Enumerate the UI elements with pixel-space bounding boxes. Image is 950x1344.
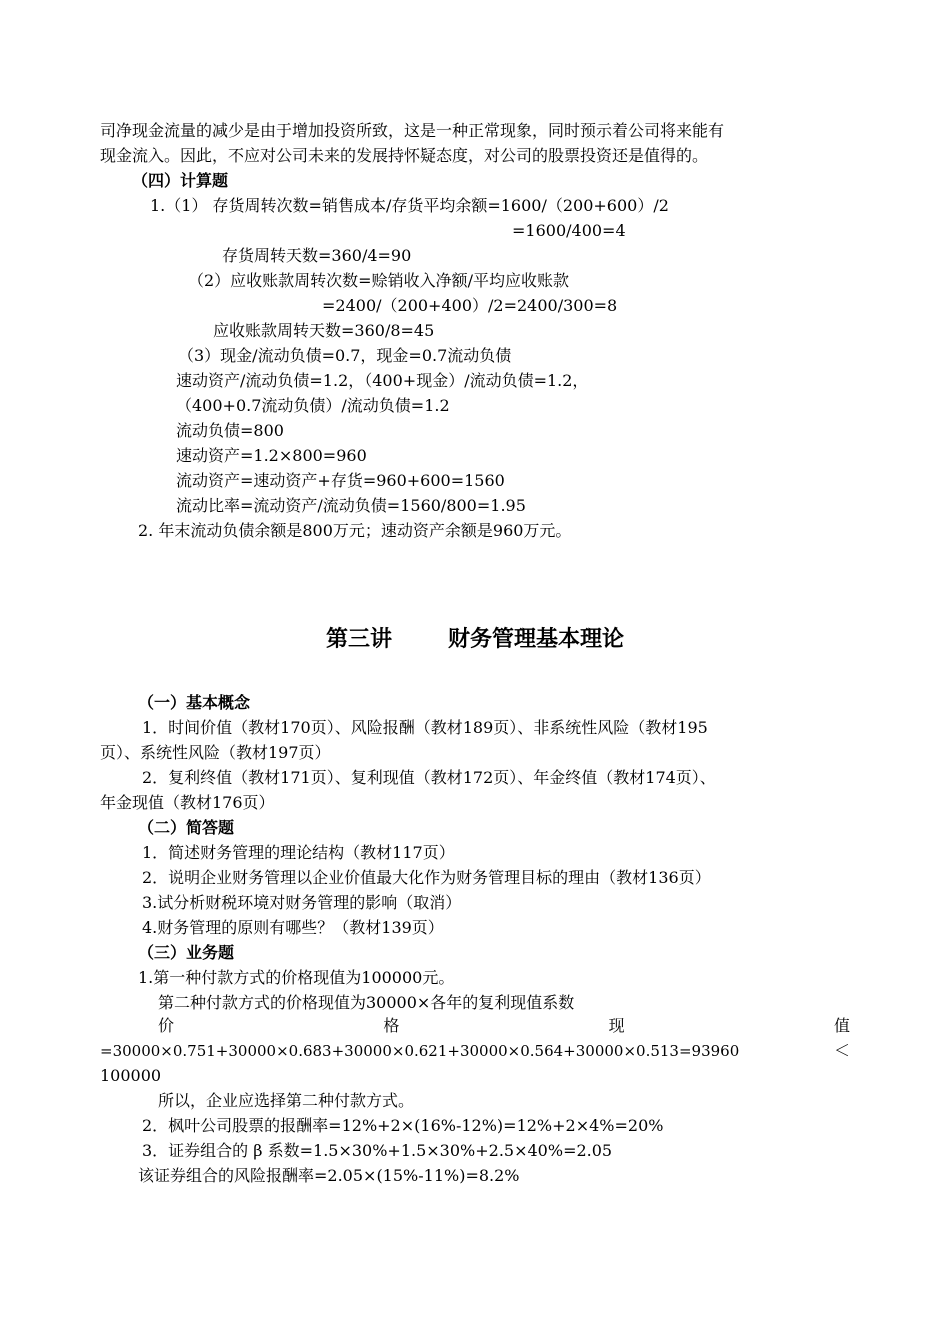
paragraph-line: 现金流入。因此，不应对公司未来的发展持怀疑态度，对公司的股票投资还是值得的。 [100,146,709,165]
short-answer-line: 2．说明企业财务管理以企业价值最大化作为财务管理目标的理由（教材136页） [142,868,711,887]
calc-line: =2400/（200+400）/2=2400/300=8 [322,296,618,315]
section-heading-calc: （四）计算题 [132,171,229,190]
business-line: 第二种付款方式的价格现值为30000×各年的复利现值系数 [158,993,575,1012]
calc-line: 2. 年末流动负债余额是800万元；速动资产余额是960万元。 [138,521,572,540]
calc-line: 存货周转天数=360/4=90 [222,246,412,265]
spread-line [158,1015,850,1037]
less-than-sign: ＜ [833,1041,850,1060]
spread-word: 值 [833,1016,850,1035]
short-answer-line: 4.财务管理的原则有哪些？（教材139页） [142,918,444,937]
calc-line: 流动比率=流动资产/流动负债=1560/800=1.95 [176,496,526,515]
business-line: 1.第一种付款方式的价格现值为100000元。 [138,968,455,987]
section-heading-business: （三）业务题 [138,943,235,962]
paragraph-line: 司净现金流量的减少是由于增加投资所致，这是一种正常现象，同时预示着公司将来能有 [100,121,725,140]
chapter-number: 第三讲 [325,627,392,652]
short-answer-line: 3.试分析财税环境对财务管理的影响（取消） [142,893,462,912]
concept-line: 2．复利终值（教材171页）、复利现值（教材172页）、年金终值（教材174页）、 [142,768,716,787]
business-line: 3．证券组合的 β 系数=1.5×30%+1.5×30%+2.5×40%=2.05 [142,1141,613,1160]
business-line: 所以，企业应选择第二种付款方式。 [158,1091,415,1110]
short-answer-line: 1．简述财务管理的理论结构（教材117页） [142,843,455,862]
calc-line: 1.（1） 存货周转次数=销售成本/存货平均余额=1600/（200+600）/2 [150,196,669,215]
concept-line: 年金现值（教材176页） [100,793,275,812]
section-heading-short: （二）简答题 [138,818,235,837]
calc-line: 应收账款周转天数=360/8=45 [213,321,435,340]
chapter-name: 财务管理基本理论 [448,627,625,652]
business-line: 100000 [100,1066,162,1085]
calc-line: 速动资产/流动负债=1.2，（400+现金）/流动负债=1.2， [176,371,589,390]
formula-line: =30000×0.751+30000×0.683+30000×0.621+30000×0.564+30000×0.513=93960 [100,1042,740,1060]
spread-word: 现 [608,1016,625,1035]
concept-line: 页）、系统性风险（教材197页） [100,743,331,762]
spread-word: 格 [383,1016,400,1035]
concept-line: 1．时间价值（教材170页）、风险报酬（教材189页）、非系统性风险（教材195 [142,718,708,737]
business-line: 2．枫叶公司股票的报酬率=12%+2×(16%-12%)=12%+2×4%=20% [142,1116,664,1135]
calc-line: （400+0.7流动负债）/流动负债=1.2 [176,396,450,415]
calc-line: （2）应收账款周转次数=赊销收入净额/平均应收账款 [188,271,569,290]
chapter-title [0,624,950,656]
calc-line: 流动资产=速动资产+存货=960+600=1560 [176,471,505,490]
calc-line: 速动资产=1.2×800=960 [176,446,367,465]
calc-line: =1600/400=4 [512,221,626,240]
calc-line: 流动负债=800 [176,421,284,440]
section-heading-concepts: （一）基本概念 [138,693,251,712]
business-line: 该证券组合的风险报酬率=2.05×(15%-11%)=8.2% [138,1166,520,1185]
calc-line: （3）现金/流动负债=0.7，现金=0.7流动负债 [178,346,512,365]
spread-word: 价 [158,1016,175,1035]
